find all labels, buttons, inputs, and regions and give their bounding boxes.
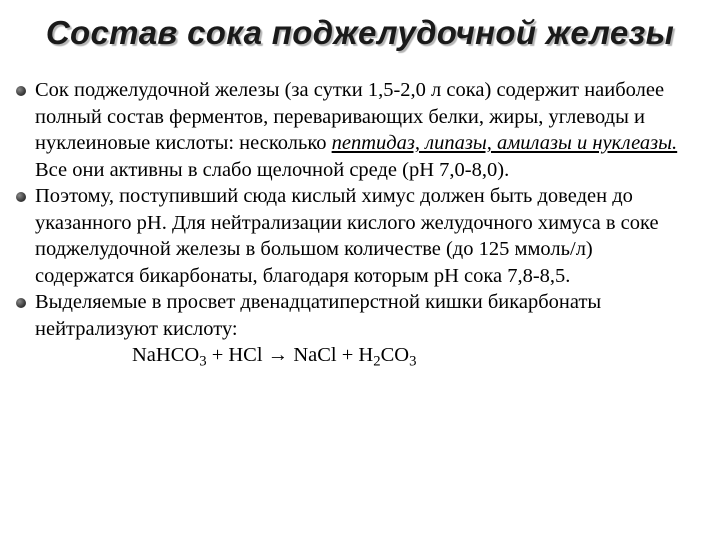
- bullet-dot-icon: [16, 86, 26, 96]
- bullet-text: Выделяемые в просвет двенадцатиперстной кишки бикарбонаты нейтрализуют кислоту:: [35, 291, 602, 340]
- arrow-right-icon: →: [267, 344, 289, 366]
- formula-sub: 2: [373, 353, 381, 370]
- bullet-text-outro: Все они активны в слабо щелочной среде (рН 7,0-8,0).: [35, 158, 510, 181]
- list-item: [16, 183, 696, 289]
- page-title: Состав сока поджелудочной железы: [45, 14, 675, 51]
- list-item: [16, 77, 696, 183]
- formula-sub: 3: [199, 353, 207, 370]
- bullet-list: [16, 77, 696, 369]
- formula-product2: CO: [380, 344, 410, 366]
- bullet-dot-icon: [16, 192, 26, 202]
- formula-plus: + HCl: [206, 344, 268, 366]
- enzyme-list-emphasis: пептидаз, липазы, амилазы и нуклеазы.: [331, 132, 678, 154]
- list-item: [16, 289, 696, 342]
- bullet-dot-icon: [16, 298, 26, 308]
- chemical-formula: [16, 342, 696, 369]
- formula-sub: 3: [409, 353, 417, 370]
- formula-product1: NaCl + H: [288, 344, 374, 366]
- bullet-text: Поэтому, поступивший сюда кислый химус должен быть доведен до указанного рН. Для нейтрализации кислого желудочного химуса в соке поджелудочной железы в большом количестве (до 125 ммоль/л) содержатся бикарбонаты, благодаря которым рН сока 7,8-8,5.: [35, 185, 659, 287]
- bullet-text-intro: Сок поджелудочной железы (за сутки 1,5-2,0 л сока) содержит наиболее полный состав ферментов, переваривающих белки, жиры, углеводы и нуклеиновые кислоты: несколько: [35, 79, 665, 154]
- formula-reactant1: NaHCO: [132, 344, 200, 366]
